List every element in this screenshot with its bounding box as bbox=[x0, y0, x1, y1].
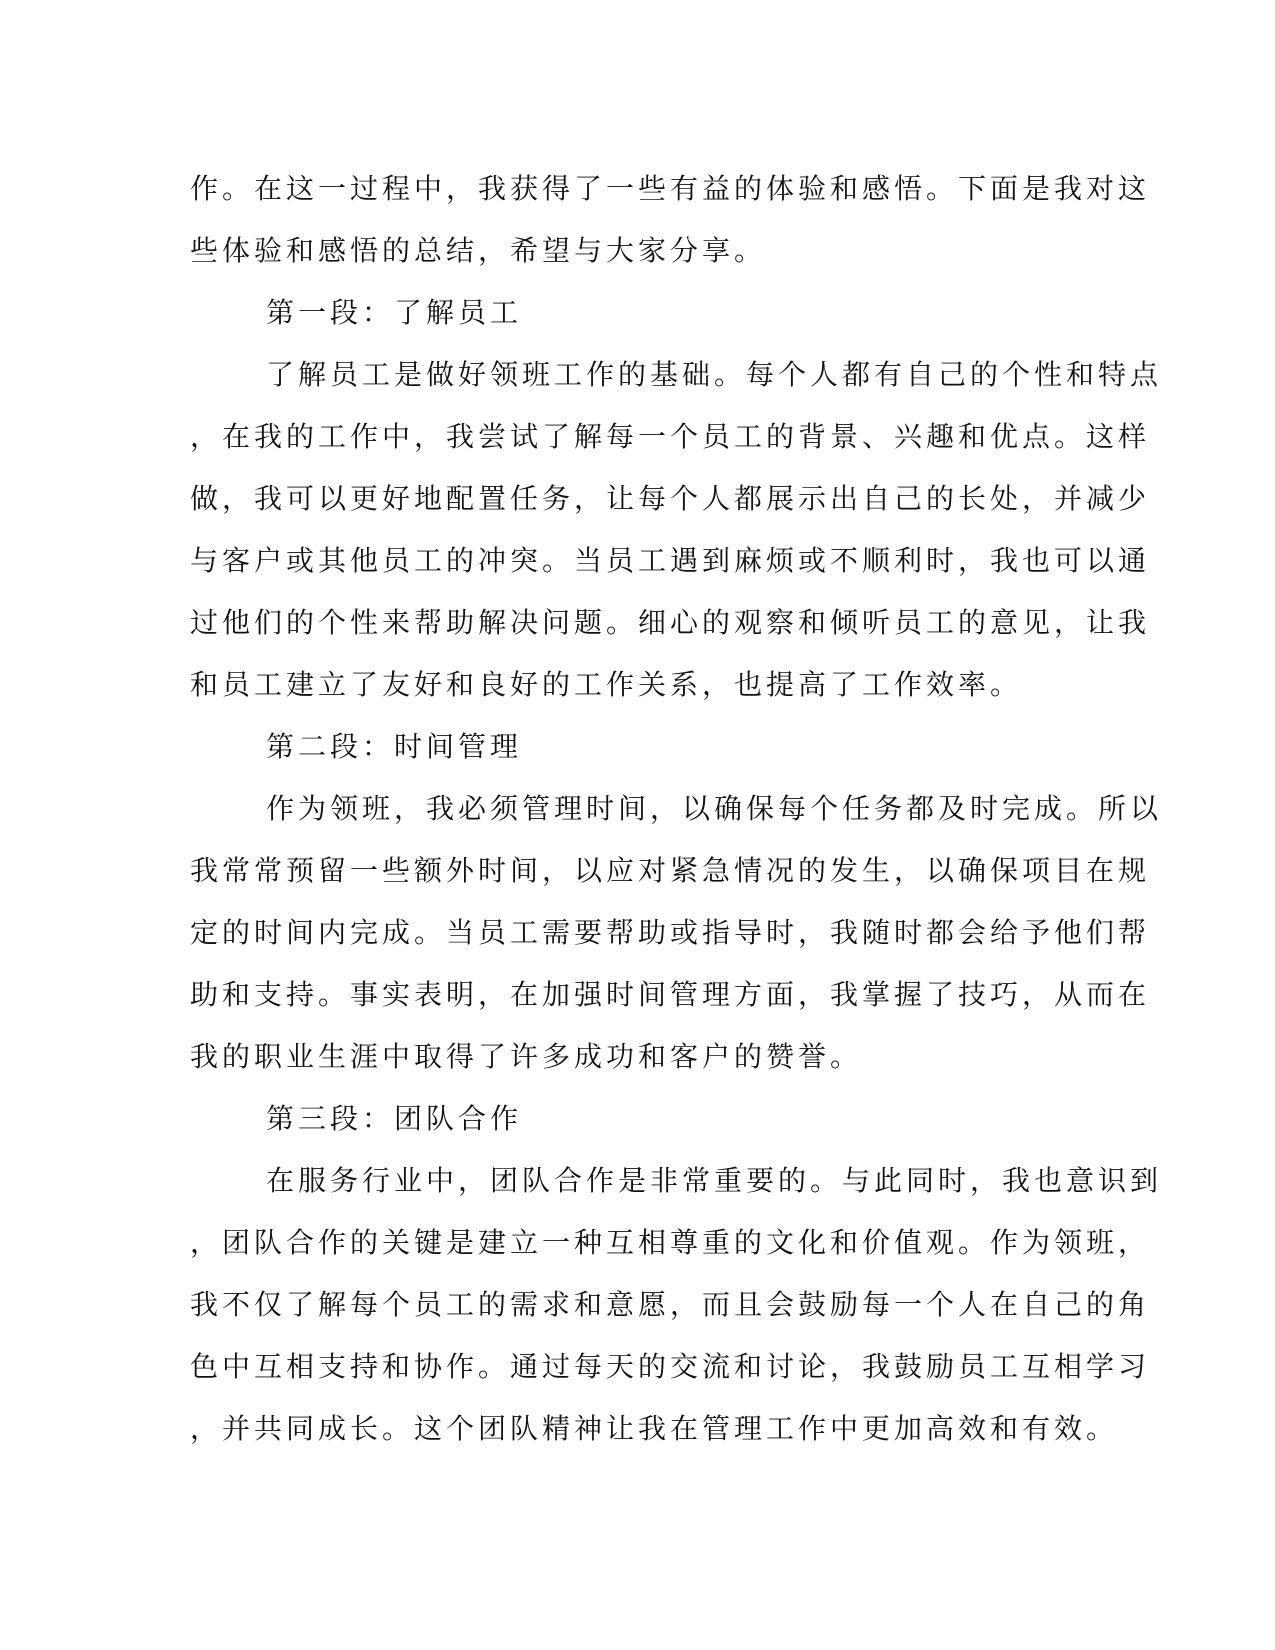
body-line: 我不仅了解每个员工的需求和意愿，而且会鼓励每一个人在自己的角 bbox=[190, 1288, 1151, 1321]
body-line: 过他们的个性来帮助解决问题。细心的观察和倾听员工的意见，让我 bbox=[190, 606, 1151, 639]
body-line: 定的时间内完成。当员工需要帮助或指导时，我随时都会给予他们帮 bbox=[190, 916, 1151, 949]
body-line: 与客户或其他员工的冲突。当员工遇到麻烦或不顺利时，我也可以通 bbox=[190, 544, 1151, 577]
body-line: 色中互相支持和协作。通过每天的交流和讨论，我鼓励员工互相学习 bbox=[190, 1350, 1151, 1383]
body-line: 我常常预留一些额外时间，以应对紧急情况的发生，以确保项目在规 bbox=[190, 854, 1151, 887]
body-line: 作为领班，我必须管理时间，以确保每个任务都及时完成。所以 bbox=[266, 792, 1163, 825]
body-line: 在服务行业中，团队合作是非常重要的。与此同时，我也意识到 bbox=[266, 1164, 1163, 1197]
body-line: 助和支持。事实表明，在加强时间管理方面，我掌握了技巧，从而在 bbox=[190, 978, 1151, 1011]
body-line: ，并共同成长。这个团队精神让我在管理工作中更加高效和有效。 bbox=[190, 1412, 1119, 1445]
section-heading: 第一段：了解员工 bbox=[266, 296, 523, 329]
body-line: 些体验和感悟的总结，希望与大家分享。 bbox=[190, 234, 767, 267]
body-line: 作。在这一过程中，我获得了一些有益的体验和感悟。下面是我对这 bbox=[190, 172, 1151, 205]
body-line: ，在我的工作中，我尝试了解每一个员工的背景、兴趣和优点。这样 bbox=[190, 420, 1151, 453]
section-heading: 第二段：时间管理 bbox=[266, 730, 523, 763]
document-body bbox=[190, 158, 1163, 1460]
body-line: 和员工建立了友好和良好的工作关系，也提高了工作效率。 bbox=[190, 668, 1023, 701]
section-heading: 第三段：团队合作 bbox=[266, 1102, 523, 1135]
body-line: 我的职业生涯中取得了许多成功和客户的赞誉。 bbox=[190, 1040, 863, 1073]
body-line: ，团队合作的关键是建立一种互相尊重的文化和价值观。作为领班， bbox=[190, 1226, 1151, 1259]
body-line: 了解员工是做好领班工作的基础。每个人都有自己的个性和特点 bbox=[266, 358, 1163, 391]
body-line: 做，我可以更好地配置任务，让每个人都展示出自己的长处，并减少 bbox=[190, 482, 1151, 515]
